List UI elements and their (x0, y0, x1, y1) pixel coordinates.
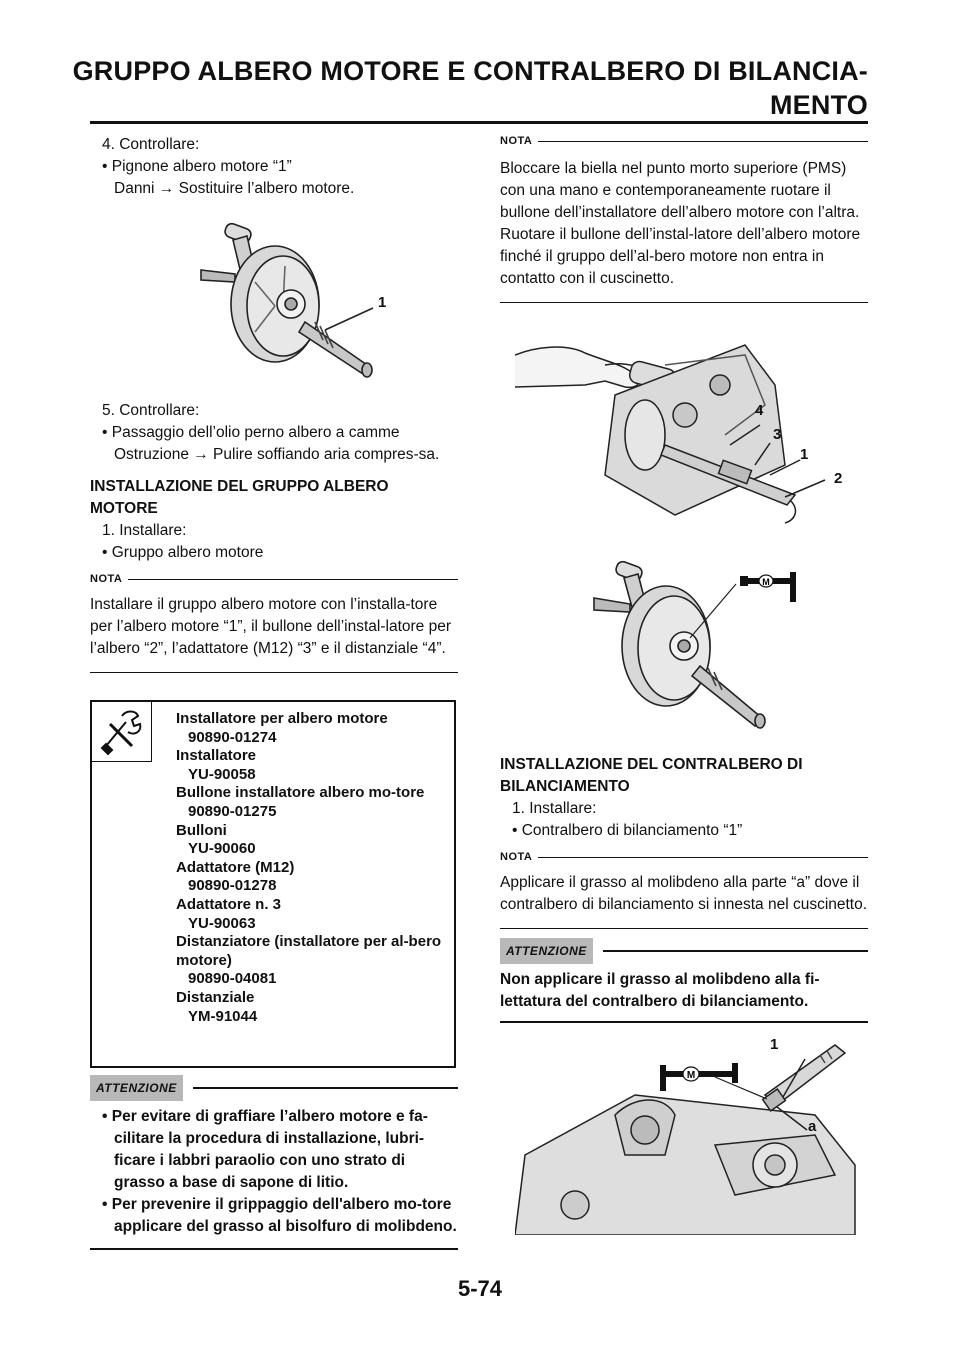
attention-line (193, 1087, 458, 1089)
install-item: • Gruppo albero motore (102, 544, 264, 561)
attention-end-rule-right (500, 1021, 868, 1023)
attention-header (90, 1076, 458, 1100)
attention-item: • Per prevenire il grippaggio dell'albero mo-tore applicare del grasso al bisolfuro di molibdeno. (102, 1196, 457, 1235)
nota2-line (538, 857, 868, 858)
right-column (500, 130, 868, 303)
step-5-result: Ostruzione → Pulire soffiando aria compres-sa. (114, 446, 440, 463)
tool-name: Adattatore (M12) (176, 858, 295, 876)
nota-line-right (538, 141, 868, 142)
tool-code: YU-90060 (188, 840, 256, 858)
balancer-shaft-figure (515, 1035, 860, 1235)
step-4-item: • Pignone albero motore “1” (102, 158, 292, 175)
install-step-right: 1. Installare: (512, 800, 597, 817)
tool-code: 90890-01278 (188, 877, 277, 895)
tool-name: Bulloni (176, 821, 227, 839)
install-step: 1. Installare: (102, 522, 187, 539)
section-title-balancer: INSTALLAZIONE DEL CONTRALBERO DI BILANCIAMENTO (500, 756, 803, 795)
tool-code: YU-90058 (188, 765, 256, 783)
tool-name: Bullone installatore albero mo-tore (176, 784, 425, 802)
crankshaft-grease-figure (590, 558, 810, 738)
callout-1-right: 1 (800, 446, 809, 463)
attention-label: ATTENZIONE (90, 1075, 183, 1101)
header-rule (90, 121, 868, 124)
nota-end-rule (90, 672, 458, 673)
nota-header-right (500, 130, 868, 152)
tool-name: Adattatore n. 3 (176, 895, 282, 913)
nota-label: NOTA (90, 573, 123, 585)
title-line-1: GRUPPO ALBERO MOTORE E CONTRALBERO DI BILANCIA- (72, 56, 868, 86)
tool-name: Installatore (176, 747, 257, 765)
tool-code: YM-91044 (188, 1007, 258, 1025)
tool-code: YU-90063 (188, 914, 256, 932)
svg-text:M: M (686, 1070, 696, 1081)
callout-4: 4 (755, 402, 764, 419)
tool-code: 90890-01275 (188, 802, 277, 820)
title-line-2: MENTO (769, 90, 868, 120)
left-attention-block (90, 1076, 458, 1250)
moly-grease-icon (740, 572, 796, 602)
tool-code: 90890-01274 (188, 728, 277, 746)
tool-code: 90890-04081 (188, 970, 277, 988)
crankshaft-installation-figure (515, 325, 860, 525)
callout-3: 3 (773, 426, 782, 443)
svg-text:M: M (762, 577, 770, 587)
nota-header (90, 568, 458, 590)
attention-item: • Per evitare di graffiare l’albero motore e fa-cilitare la procedura di installazione, lubri-ficare i labbri paraolio con uno strato di grasso a base di sapone di litio. (102, 1108, 428, 1191)
nota-label-right: NOTA (500, 135, 533, 147)
step-4-result: Danni → Sostituire l’albero motore. (114, 180, 355, 197)
nota-line (128, 579, 458, 580)
step-5: 5. Controllare: (102, 402, 200, 419)
section-title-crankshaft: INSTALLAZIONE DEL GRUPPO ALBERO MOTORE (90, 478, 389, 517)
attention-end-rule (90, 1248, 458, 1250)
tool-name: Distanziatore (installatore per al-bero motore) (176, 933, 442, 969)
left-column-2 (90, 400, 458, 673)
page-number: 5-74 (457, 1276, 503, 1301)
nota-text-right: Bloccare la biella nel punto morto superiore (PMS) con una mano e contemporaneamente ruotare il bullone dell’installatore dell’albero motore con l’altra. Ruotare il bullone dell’instal-latore dell’albero motore finché il gruppo dell’al-bero motore non entra in contatto con il cuscinetto. (500, 160, 861, 287)
moly-grease-icon-2 (660, 1063, 767, 1099)
crankshaft-figure (195, 222, 405, 382)
attention-line-right (603, 950, 868, 952)
nota2-text: Applicare il grasso al molibdeno alla parte “a” dove il contralbero di bilanciamento si innesta nel cuscinetto. (500, 874, 868, 913)
callout-1: 1 (378, 294, 387, 311)
tool-name: Distanziale (176, 988, 255, 1006)
nota-end-rule-right (500, 302, 868, 303)
tool-name: Installatore per albero motore (176, 710, 388, 727)
step-4: 4. Controllare: (102, 136, 200, 153)
nota2-header (500, 846, 868, 868)
attention-items (90, 1106, 458, 1238)
right-column-2 (500, 754, 868, 1023)
wrench-tool-icon (92, 702, 152, 762)
callout-2: 2 (834, 470, 843, 487)
step-5-item: • Passaggio dell’olio perno albero a camme (102, 424, 400, 441)
nota-text: Installare il gruppo albero motore con l’installa-tore per l’albero motore “1”, il bullone dell’instal-latore per l’albero “2”, l’adattatore (M12) “3” e il distanziale “4”. (90, 596, 451, 657)
attention-label-right: ATTENZIONE (500, 938, 593, 964)
callout-1-balancer: 1 (770, 1036, 779, 1053)
nota2-end-rule (500, 928, 868, 929)
install-item-right: • Contralbero di bilanciamento “1” (512, 822, 743, 839)
special-tools-box (90, 700, 456, 1068)
attention-header-right (500, 939, 868, 963)
nota2-label: NOTA (500, 851, 533, 863)
callout-a: a (808, 1118, 817, 1135)
tool-list (176, 710, 454, 1026)
page-title (73, 54, 868, 122)
left-column (90, 134, 458, 200)
attention-text-right: Non applicare il grasso al molibdeno alla fi-lettatura del contralbero di bilanciamento. (500, 971, 820, 1010)
